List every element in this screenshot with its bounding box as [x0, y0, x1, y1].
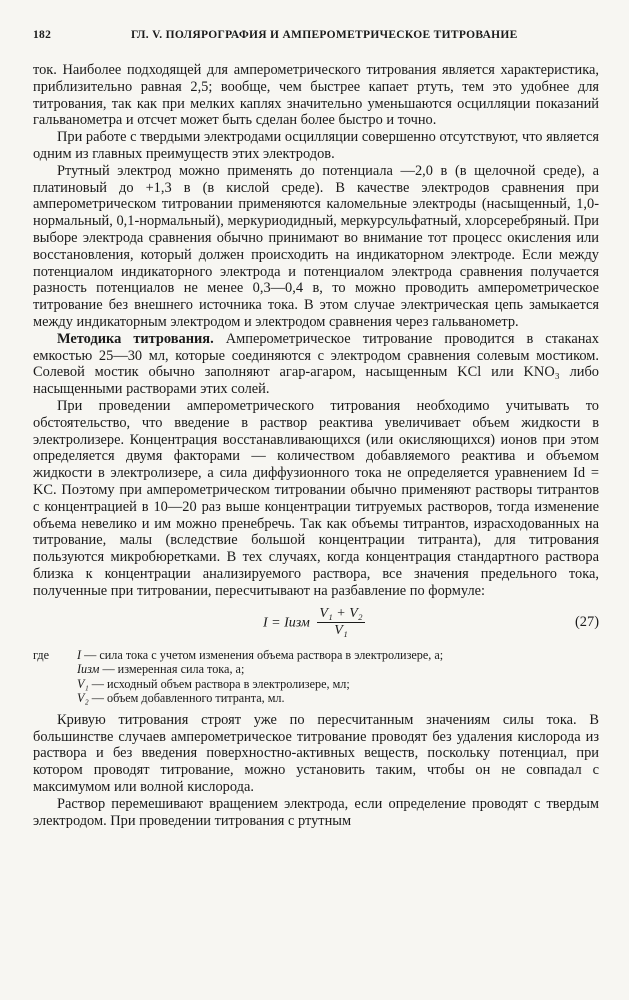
page-number: 182 — [33, 29, 52, 41]
definition-text: — измеренная сила тока, а; — [99, 662, 245, 677]
definition-row — [33, 648, 599, 663]
paragraph-4-text: Амперометрическое титрование проводится в стаканах емкостью 25—30 мл, которые соединяются с электродом сравнения солевым мостиком. Солевой мостик обычно заполняют агар-агаром, насыщенным KCl или KNO₃ либо насыщенными растворами этих солей. — [33, 330, 599, 398]
formula-number: (27) — [575, 613, 599, 630]
definition-symbol: V₂ — [77, 691, 89, 706]
paragraph-6: Кривую титрования строят уже по пересчитанным значениям силы тока. В большинстве случаев амперометрическое титрование проводят без удаления кислорода из раствора и без введения поверхностно-активных веществ, поскольку потенциал, при котором проводят титрование, можно установить таким, чтобы он не совпадал с максимумом или волной кислорода. — [33, 711, 599, 796]
paragraph-4 — [33, 331, 599, 398]
formula-denominator: V₁ — [334, 623, 348, 639]
formula-lhs: I = Iизм — [263, 615, 310, 631]
definition-row — [33, 677, 599, 692]
formula-definitions — [33, 648, 599, 706]
paragraph-2: При работе с твердыми электродами осцилляции совершенно отсутствуют, что является одним из главных преимуществ этих электродов. — [33, 129, 599, 162]
paragraph-5: При проведении амперометрического титрования необходимо учитывать то обстоятельство, что введение в раствор реактива увеличивает объем жидкости в электролизере. Концентрация восстанавливающихся (или окисляющихся) ионов при этом определяется двумя факторами — количеством добавляемого реактива и объемом жидкости в электролизере, а сила диффузионного тока не определяется уравнением Id = KC. Поэтому при амперометрическом титровании обычно применяют растворы титрантов с концентрацией в 10—20 раз выше концентрации титруемых растворов, тогда изменение объема невелико и им можно пренебречь. Так как объемы титрантов, израсходованных на титрование, малы (вследствие большой концентрации титранта), для титрования пользуются микробюретками. В тех случаях, когда концентрация стандартного раствора близка к концентрации анализируемого раствора, все значения предельного тока, полученные при титровании, пересчитывают на разбавление по формуле: — [33, 397, 599, 599]
paragraph-3: Ртутный электрод можно применять до потенциала —2,0 в (в щелочной среде), а платиновый до +1,3 в (в кислой среде). В качестве электродов сравнения при амперометрическом титровании применяются каломельные электроды (насыщенный, 1,0-нормальный, 0,1-нормальный), меркуриодидный, меркурсульфатный, хлорсеребряный. При выборе электрода сравнения обычно принимают во внимание тот процесс окисления или восстановления, который должен происходить на индикаторном электроде. Если между потенциалом индикаторного электрода и потенциалом электрода сравнения получается разность потенциалов не менее 0,3—0,4 в, то можно проводить амперометрическое титрование без внешнего источника тока. В этом случае электрическая цепь замыкается между индикаторным электродом и электродом сравнения через гальванометр. — [33, 162, 599, 330]
definition-row — [33, 662, 599, 677]
page-header — [33, 29, 599, 45]
section-lead-heading: Методика титрования. — [57, 330, 214, 347]
definition-row — [33, 691, 599, 706]
definition-text: — сила тока с учетом изменения объема раствора в электролизере, а; — [81, 647, 444, 662]
running-title: ГЛ. V. ПОЛЯРОГРАФИЯ И АМПЕРОМЕТРИЧЕСКОЕ ТИТРОВАНИЕ — [131, 29, 518, 41]
formula-numerator: V₁ + V₂ — [317, 606, 364, 624]
definition-symbol: I — [77, 647, 82, 662]
paragraph-1: ток. Наиболее подходящей для амперометрического титрования является характеристика, приблизительно равная 2,5; вообще, чем быстрее капает ртуть, тем это удобнее для титрования, так как при мелких каплях значительно уменьшаются осцилляции показаний гальванометра и отсчет может быть сделан более быстро и точно. — [33, 62, 599, 129]
definition-text: — исходный объем раствора в электролизере, мл; — [88, 676, 350, 691]
page-body — [33, 62, 599, 829]
definition-symbol: Iизм — [77, 662, 100, 677]
formula-27 — [33, 602, 599, 644]
definition-symbol: V₁ — [77, 676, 89, 691]
definition-text: — объем добавленного титранта, мл. — [88, 691, 285, 706]
definition-lead: где — [33, 647, 50, 662]
paragraph-7: Раствор перемешивают вращением электрода, если определение проводят с твердым электродом. При проведении титрования с ртутным — [33, 795, 599, 829]
formula-fraction — [317, 606, 364, 641]
formula-expression — [263, 606, 365, 641]
